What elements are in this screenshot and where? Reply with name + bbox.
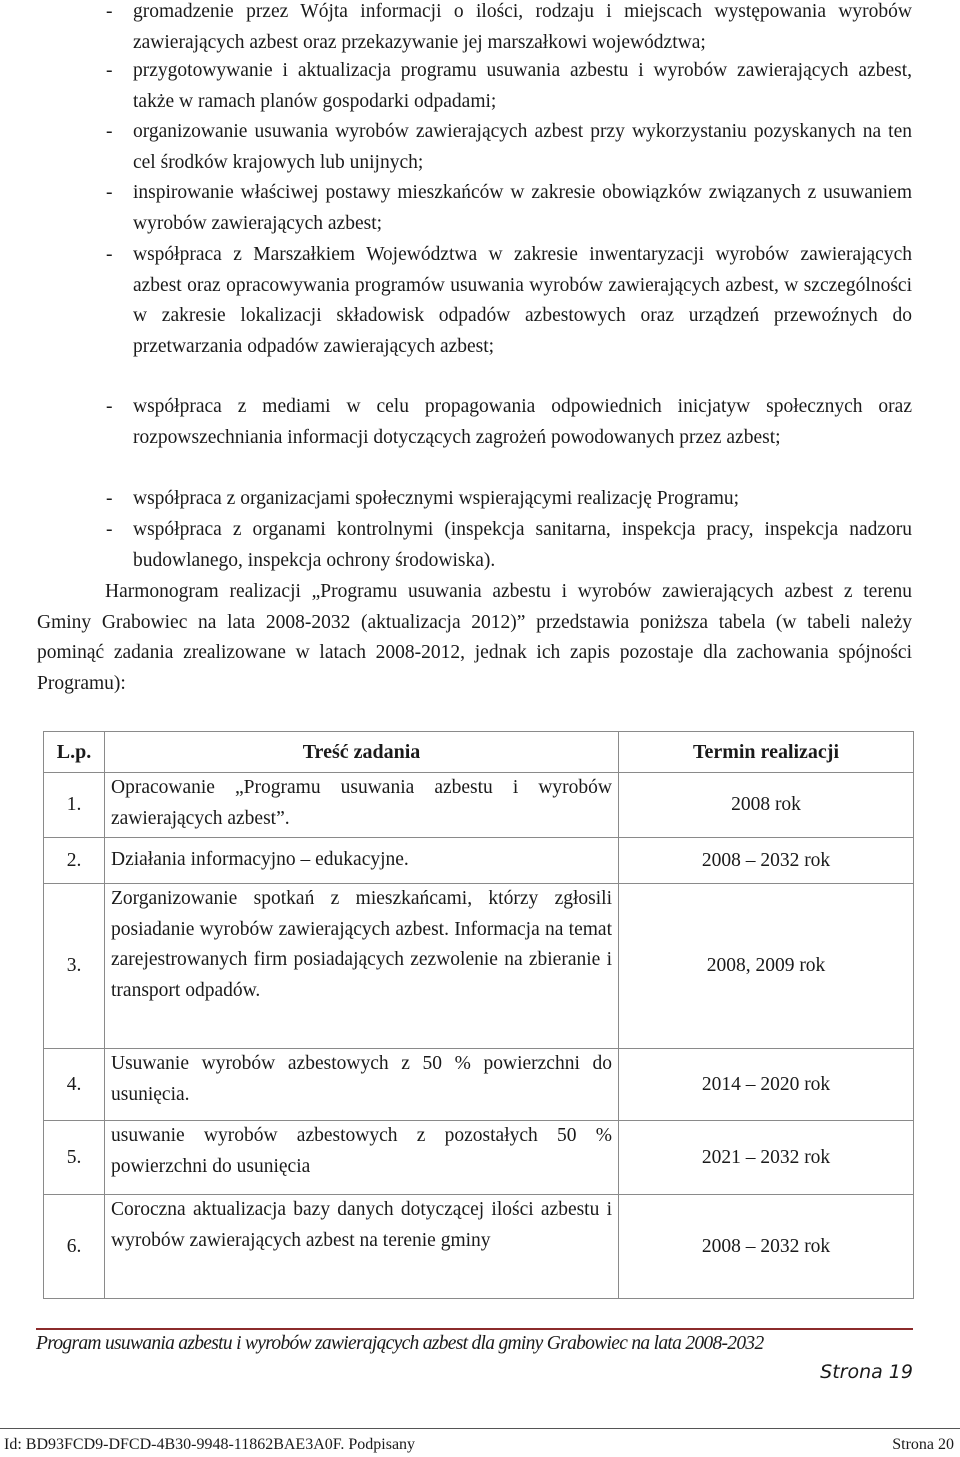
column-header-term: Termin realizacji <box>619 732 914 773</box>
list-item-text: organizowanie usuwania wyrobów zawierających azbest przy wykorzystaniu pozyskanych na ten cel środków krajowych lub unijnych; <box>133 121 912 173</box>
footer-divider <box>36 1328 913 1330</box>
column-header-lp: L.p. <box>44 732 105 773</box>
task-description: Działania informacyjno – edukacyjne. <box>105 838 619 884</box>
row-number: 6. <box>44 1195 105 1299</box>
list-item-text: współpraca z organami kontrolnymi (inspekcja sanitarna, inspekcja pracy, inspekcja nadzoru budowlanego, inspekcja ochrony środowiska). <box>133 519 912 571</box>
row-number: 4. <box>44 1049 105 1121</box>
task-description: Opracowanie „Programu usuwania azbestu i wyrobów zawierających azbest”. <box>105 773 619 838</box>
task-description: usuwanie wyrobów azbestowych z pozostałych 50 % powierzchni do usunięcia <box>105 1121 619 1195</box>
bullet-marker: - <box>106 396 113 417</box>
task-deadline: 2008 rok <box>619 773 914 838</box>
list-item-text: współpraca z Marszałkiem Województwa w zakresie inwentaryzacji wyrobów zawierających azbest oraz opracowywania programów usuwania wyrobów zawierających azbest, w szczególności w zakresie lokalizacji składowisk odpadów azbestowych oraz urządzeń przewoźnych do przetwarzania odpadów zawierających azbest; <box>133 244 912 358</box>
document-id-text: Id: BD93FCD9-DFCD-4B30-9948-11862BAE3A0F. Podpisany <box>4 1436 416 1453</box>
bullet-marker: - <box>106 244 113 265</box>
task-description: Coroczna aktualizacja bazy danych dotyczącej ilości azbestu i wyrobów zawierających azbest na terenie gminy <box>105 1195 619 1299</box>
list-item <box>0 117 960 178</box>
list-item-text: gromadzenie przez Wójta informacji o ilości, rodzaju i miejscach występowania wyrobów zawierających azbest oraz przekazywanie jej marszałkowi województwa; <box>133 1 912 53</box>
bullet-marker: - <box>106 121 113 142</box>
page-counter: Strona 20 <box>892 1436 954 1453</box>
list-item <box>0 178 960 239</box>
schedule-table <box>43 731 914 1299</box>
task-description: Usuwanie wyrobów azbestowych z 50 % powierzchni do usunięcia. <box>105 1049 619 1121</box>
row-number: 3. <box>44 884 105 1049</box>
list-item <box>0 515 960 576</box>
schedule-intro-paragraph: Harmonogram realizacji „Programu usuwania azbestu i wyrobów zawierających azbest z terenu Gminy Grabowiec na lata 2008-2032 (aktualizacja 2012)” przedstawia poniższa tabela (w tabeli należy pominąć zadania zrealizowane w latach 2008-2012, jednak ich zapis pozostaje dla zachowania spójności Programu): <box>37 581 912 695</box>
task-deadline: 2014 – 2020 rok <box>619 1049 914 1121</box>
table-row <box>44 1049 914 1121</box>
signature-id-bar <box>0 1428 960 1453</box>
task-deadline: 2008 – 2032 rok <box>619 838 914 884</box>
task-description: Zorganizowanie spotkań z mieszkańcami, którzy zgłosili posiadanie wyrobów zawierających azbest. Informacja na temat zarejestrowanych firm posiadających zezwolenie na zbieranie i transport odpadów. <box>105 884 619 1049</box>
table-row <box>44 838 914 884</box>
list-item <box>0 392 960 453</box>
list-item-text: przygotowywanie i aktualizacja programu usuwania azbestu i wyrobów zawierających azbest, także w ramach planów gospodarki odpadami; <box>133 60 912 112</box>
bullet-marker: - <box>106 60 113 81</box>
row-number: 2. <box>44 838 105 884</box>
table-header-row <box>44 732 914 773</box>
task-deadline: 2021 – 2032 rok <box>619 1121 914 1195</box>
bullet-marker: - <box>106 519 113 540</box>
list-item <box>0 56 960 117</box>
list-item-text: współpraca z mediami w celu propagowania odpowiednich inicjatyw społecznych oraz rozpowszechniania informacji dotyczących zagrożeń powodowanych przez azbest; <box>133 396 912 448</box>
footer-document-title: Program usuwania azbestu i wyrobów zawierających azbest dla gminy Grabowiec na lata 2008-2032 <box>36 1333 764 1354</box>
table-row <box>44 1121 914 1195</box>
bullet-marker: - <box>106 1 113 22</box>
task-deadline: 2008, 2009 rok <box>619 884 914 1049</box>
table-row <box>44 1195 914 1299</box>
table-row <box>44 773 914 838</box>
task-deadline: 2008 – 2032 rok <box>619 1195 914 1299</box>
bullet-marker: - <box>106 182 113 203</box>
row-number: 1. <box>44 773 105 838</box>
list-item <box>0 0 960 58</box>
list-item-text: inspirowanie właściwej postawy mieszkańców w zakresie obowiązków związanych z usuwaniem wyrobów zawierających azbest; <box>133 182 912 234</box>
list-item <box>0 240 960 363</box>
row-number: 5. <box>44 1121 105 1195</box>
list-item <box>0 484 960 515</box>
column-header-task: Treść zadania <box>105 732 619 773</box>
table-row <box>44 884 914 1049</box>
list-item-text: współpraca z organizacjami społecznymi wspierającymi realizację Programu; <box>133 488 740 509</box>
bullet-marker: - <box>106 488 113 509</box>
footer-page-number: Strona 19 <box>820 1361 913 1383</box>
